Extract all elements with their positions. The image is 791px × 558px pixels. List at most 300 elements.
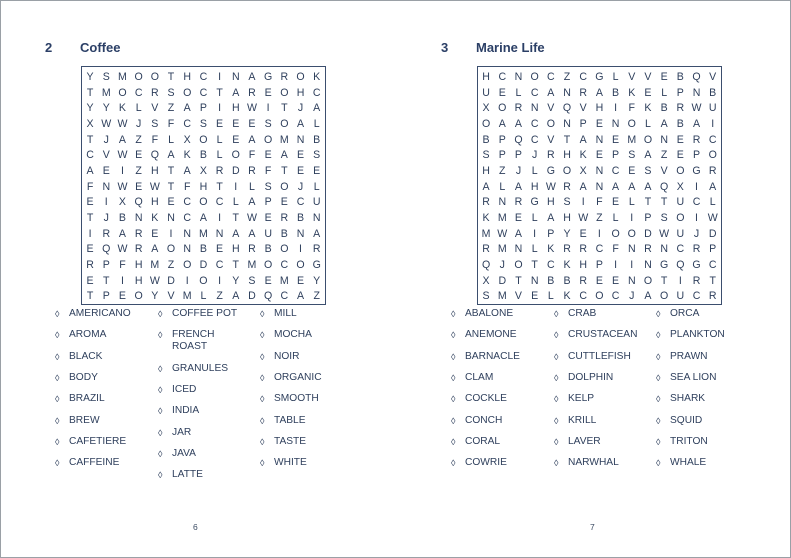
diamond-bullet-icon: ◊	[260, 330, 265, 341]
grid-letter: S	[482, 290, 490, 303]
grid-letter: A	[232, 86, 240, 99]
grid-letter: E	[151, 227, 159, 240]
word-list-item	[451, 457, 507, 469]
grid-letter: N	[183, 243, 192, 256]
grid-letter: E	[86, 274, 94, 287]
diamond-bullet-icon: ◊	[260, 351, 265, 362]
grid-letter: L	[499, 180, 506, 193]
grid-letter: N	[102, 180, 111, 193]
grid-letter: M	[247, 259, 257, 272]
grid-letter: Y	[232, 274, 240, 287]
grid-letter: R	[644, 243, 652, 256]
grid-letter: I	[104, 196, 108, 209]
grid-letter: V	[102, 149, 110, 162]
word-list-item	[55, 457, 119, 469]
grid-letter: N	[215, 227, 224, 240]
word-label: CORAL	[465, 435, 501, 447]
grid-letter: R	[248, 86, 256, 99]
grid-letter: M	[101, 86, 111, 99]
word-list-item	[55, 372, 98, 384]
grid-letter: V	[709, 70, 717, 83]
grid-row	[478, 132, 721, 148]
grid-letter: S	[313, 149, 321, 162]
grid-letter: N	[498, 196, 507, 209]
diamond-bullet-icon: ◊	[55, 372, 60, 383]
grid-letter: B	[660, 102, 668, 115]
grid-letter: Q	[660, 180, 669, 193]
grid-letter: B	[547, 274, 555, 287]
grid-letter: S	[644, 164, 652, 177]
grid-letter: S	[264, 117, 272, 130]
grid-letter: A	[248, 227, 256, 240]
diamond-bullet-icon: ◊	[656, 372, 661, 383]
grid-letter: W	[117, 149, 128, 162]
word-label: KRILL	[568, 414, 597, 426]
grid-letter: I	[88, 227, 92, 240]
grid-letter: O	[514, 259, 523, 272]
grid-letter: M	[279, 274, 289, 287]
grid-letter: V	[660, 164, 668, 177]
grid-letter: I	[185, 274, 189, 287]
grid-letter: X	[199, 164, 207, 177]
word-list-item	[554, 415, 596, 427]
grid-letter: A	[313, 102, 321, 115]
grid-letter: E	[232, 117, 240, 130]
grid-letter: L	[216, 133, 223, 146]
grid-letter: F	[86, 180, 94, 193]
grid-letter: O	[481, 117, 491, 130]
grid-letter: R	[514, 102, 523, 115]
grid-letter: A	[183, 102, 191, 115]
word-label: ICED	[172, 384, 197, 396]
grid-row	[82, 100, 325, 116]
grid-letter: W	[659, 227, 670, 240]
grid-letter: F	[248, 149, 256, 162]
grid-row	[478, 226, 721, 242]
grid-letter: R	[579, 86, 588, 99]
grid-letter: O	[660, 290, 669, 303]
grid-letter: X	[482, 274, 490, 287]
word-label: WHALE	[670, 457, 707, 469]
grid-letter: N	[595, 180, 604, 193]
grid-letter: T	[103, 274, 110, 287]
grid-letter: G	[660, 259, 669, 272]
word-list-item	[656, 351, 708, 363]
word-label: MOCHA	[274, 329, 312, 341]
grid-row	[478, 257, 721, 273]
grid-letter: A	[547, 86, 555, 99]
grid-row	[82, 147, 325, 163]
grid-letter: L	[313, 117, 320, 130]
grid-letter: R	[151, 86, 159, 99]
grid-letter: H	[231, 243, 240, 256]
grid-row	[82, 289, 325, 305]
diamond-bullet-icon: ◊	[158, 309, 163, 319]
diamond-bullet-icon: ◊	[554, 458, 559, 469]
grid-letter: G	[595, 70, 604, 83]
grid-letter: Z	[167, 102, 175, 115]
grid-letter: Q	[264, 290, 273, 303]
word-list-item	[451, 436, 500, 448]
grid-row	[82, 163, 325, 179]
page-marine-life	[396, 0, 791, 558]
word-label: FRENCH ROAST	[172, 329, 215, 353]
puzzle-number: 2	[45, 40, 53, 55]
word-list-item	[554, 329, 637, 341]
grid-letter: B	[563, 274, 571, 287]
grid-letter: E	[595, 274, 603, 287]
grid-letter: P	[498, 133, 506, 146]
grid-letter: T	[515, 274, 522, 287]
grid-letter: G	[530, 196, 539, 209]
grid-letter: S	[248, 274, 256, 287]
grid-letter: O	[264, 259, 273, 272]
diamond-bullet-icon: ◊	[55, 415, 60, 426]
word-list-item	[260, 436, 306, 448]
grid-letter: T	[563, 133, 571, 146]
grid-letter: M	[150, 259, 160, 272]
grid-row	[82, 257, 325, 273]
grid-letter: E	[248, 117, 256, 130]
word-label: COWRIE	[465, 457, 507, 469]
grid-letter: K	[183, 149, 191, 162]
word-list-item	[451, 329, 517, 341]
diamond-bullet-icon: ◊	[55, 351, 60, 362]
grid-letter: A	[280, 149, 288, 162]
grid-letter: F	[628, 102, 636, 115]
grid-row	[82, 242, 325, 258]
grid-letter: L	[216, 149, 223, 162]
word-label: CRUSTACEAN	[568, 329, 638, 341]
diamond-bullet-icon: ◊	[554, 309, 559, 319]
diamond-bullet-icon: ◊	[554, 436, 559, 447]
grid-letter: O	[627, 117, 636, 130]
grid-letter: L	[232, 196, 239, 209]
grid-letter: P	[709, 243, 717, 256]
grid-letter: W	[101, 117, 112, 130]
grid-letter: R	[708, 164, 717, 177]
grid-letter: J	[136, 117, 142, 130]
word-label: JAR	[172, 426, 192, 438]
grid-letter: L	[709, 196, 716, 209]
grid-letter: R	[514, 196, 523, 209]
grid-letter: R	[134, 243, 143, 256]
grid-letter: P	[692, 149, 701, 162]
grid-letter: V	[547, 102, 555, 115]
grid-letter: A	[709, 180, 717, 193]
word-label: BREW	[69, 414, 100, 426]
grid-letter: E	[102, 164, 110, 177]
grid-row	[478, 210, 721, 226]
grid-letter: C	[280, 259, 289, 272]
grid-letter: I	[711, 117, 715, 130]
grid-letter: Q	[514, 133, 523, 146]
grid-letter: C	[199, 70, 208, 83]
diamond-bullet-icon: ◊	[451, 372, 456, 383]
grid-letter: Y	[86, 70, 94, 83]
grid-letter: I	[695, 212, 698, 225]
grid-letter: M	[497, 212, 507, 225]
grid-letter: P	[547, 227, 555, 240]
grid-letter: N	[134, 212, 143, 225]
grid-row	[82, 85, 325, 101]
grid-letter: C	[530, 133, 539, 146]
grid-letter: O	[134, 290, 143, 303]
grid-letter: O	[231, 149, 240, 162]
grid-letter: L	[612, 212, 619, 225]
grid-letter: A	[579, 133, 587, 146]
grid-letter: H	[563, 149, 571, 162]
grid-letter: I	[169, 227, 173, 240]
grid-letter: P	[264, 196, 272, 209]
grid-letter: R	[134, 227, 143, 240]
grid-letter: A	[692, 117, 701, 130]
grid-letter: C	[530, 86, 539, 99]
grid-letter: W	[545, 180, 556, 193]
grid-row	[82, 226, 325, 242]
grid-letter: I	[614, 102, 618, 115]
grid-letter: J	[499, 259, 505, 272]
grid-letter: G	[312, 259, 321, 272]
grid-letter: T	[167, 180, 175, 193]
grid-letter: T	[660, 274, 668, 287]
grid-letter: W	[691, 102, 702, 115]
diamond-bullet-icon: ◊	[656, 394, 661, 405]
grid-letter: E	[264, 86, 272, 99]
word-list-item	[158, 448, 196, 460]
grid-letter: M	[481, 227, 491, 240]
grid-letter: X	[579, 164, 587, 177]
grid-letter: N	[627, 243, 636, 256]
word-list-item	[158, 363, 228, 375]
grid-letter: D	[167, 274, 175, 287]
grid-letter: Y	[102, 102, 110, 115]
grid-letter: A	[514, 227, 522, 240]
grid-letter: H	[231, 102, 240, 115]
grid-letter: M	[627, 133, 637, 146]
grid-letter: J	[103, 133, 109, 146]
grid-letter: R	[312, 243, 321, 256]
grid-letter: A	[118, 133, 126, 146]
grid-letter: Y	[563, 227, 571, 240]
grid-letter: Z	[216, 290, 223, 303]
grid-letter: U	[676, 227, 685, 240]
grid-letter: T	[216, 180, 223, 193]
grid-letter: E	[296, 149, 305, 162]
grid-letter: R	[692, 133, 701, 146]
grid-letter: C	[595, 243, 604, 256]
grid-letter: I	[234, 180, 238, 193]
grid-letter: A	[232, 227, 240, 240]
word-list-item	[260, 329, 312, 341]
grid-letter: R	[86, 259, 94, 272]
grid-letter: X	[86, 117, 94, 130]
diamond-bullet-icon: ◊	[55, 309, 60, 319]
page-number: 7	[590, 522, 595, 532]
word-list-item	[260, 308, 297, 320]
grid-letter: D	[248, 290, 256, 303]
grid-letter: P	[676, 86, 684, 99]
word-list-item	[55, 329, 106, 341]
grid-row	[82, 273, 325, 289]
grid-letter: O	[676, 164, 685, 177]
grid-letter: O	[546, 117, 555, 130]
word-list-item	[656, 415, 702, 427]
grid-letter: Q	[481, 259, 491, 272]
grid-letter: E	[167, 196, 175, 209]
grid-letter: E	[579, 227, 587, 240]
grid-letter: N	[183, 227, 192, 240]
grid-letter: X	[676, 180, 684, 193]
grid-letter: Z	[135, 133, 142, 146]
grid-letter: I	[266, 102, 270, 115]
grid-letter: O	[280, 243, 289, 256]
grid-letter: V	[547, 133, 555, 146]
grid-letter: E	[118, 290, 126, 303]
diamond-bullet-icon: ◊	[260, 436, 265, 447]
grid-letter: O	[280, 180, 289, 193]
grid-letter: E	[612, 133, 620, 146]
grid-letter: C	[708, 259, 717, 272]
grid-letter: B	[199, 149, 207, 162]
grid-letter: H	[482, 164, 490, 177]
grid-letter: I	[597, 227, 601, 240]
grid-letter: L	[531, 212, 538, 225]
grid-letter: N	[231, 70, 240, 83]
word-label: AMERICANO	[69, 308, 131, 319]
diamond-bullet-icon: ◊	[451, 330, 456, 341]
grid-letter: E	[264, 149, 272, 162]
word-label: SMOOTH	[274, 393, 319, 405]
grid-letter: R	[579, 274, 588, 287]
word-label: BLACK	[69, 350, 103, 362]
grid-letter: H	[151, 164, 159, 177]
grid-letter: O	[199, 196, 208, 209]
grid-letter: A	[644, 290, 652, 303]
diamond-bullet-icon: ◊	[451, 436, 456, 447]
grid-letter: A	[183, 164, 191, 177]
word-list-item	[260, 372, 322, 384]
grid-letter: A	[547, 212, 555, 225]
word-list-item	[451, 415, 502, 427]
puzzle-number: 3	[441, 40, 449, 55]
grid-letter: C	[579, 70, 588, 83]
word-label: COCKLE	[465, 393, 507, 405]
grid-letter: J	[629, 290, 635, 303]
grid-letter: U	[676, 290, 685, 303]
grid-letter: B	[199, 243, 207, 256]
grid-letter: Z	[499, 164, 506, 177]
word-label: LAVER	[568, 435, 601, 447]
grid-letter: C	[579, 290, 588, 303]
grid-letter: B	[676, 70, 684, 83]
grid-letter: A	[248, 70, 256, 83]
grid-letter: L	[628, 196, 635, 209]
grid-letter: K	[644, 102, 652, 115]
grid-letter: I	[299, 243, 302, 256]
grid-letter: H	[151, 196, 159, 209]
grid-letter: I	[218, 70, 222, 83]
grid-letter: P	[498, 149, 506, 162]
grid-letter: H	[579, 259, 588, 272]
grid-letter: Q	[134, 196, 143, 209]
grid-letter: I	[218, 102, 222, 115]
grid-letter: C	[86, 149, 94, 162]
grid-letter: O	[611, 227, 620, 240]
grid-letter: C	[611, 290, 620, 303]
puzzle-title: Coffee	[80, 40, 121, 55]
grid-letter: O	[280, 86, 289, 99]
grid-letter: I	[630, 212, 634, 225]
page-coffee	[0, 0, 395, 558]
grid-letter: H	[134, 259, 143, 272]
grid-letter: E	[660, 70, 668, 83]
grid-letter: M	[497, 290, 507, 303]
diamond-bullet-icon: ◊	[158, 406, 163, 417]
grid-letter: T	[86, 86, 94, 99]
grid-letter: O	[498, 102, 507, 115]
grid-letter: R	[692, 274, 701, 287]
grid-letter: K	[579, 149, 587, 162]
grid-letter: K	[563, 259, 571, 272]
word-list-item	[451, 308, 513, 320]
grid-letter: X	[482, 102, 490, 115]
word-list-item	[656, 393, 705, 405]
grid-letter: O	[150, 70, 159, 83]
grid-letter: E	[216, 117, 224, 130]
grid-letter: Y	[313, 274, 321, 287]
grid-letter: D	[498, 274, 507, 287]
grid-letter: C	[692, 290, 701, 303]
diamond-bullet-icon: ◊	[260, 458, 265, 469]
grid-letter: D	[708, 227, 717, 240]
grid-letter: O	[562, 164, 572, 177]
grid-letter: J	[297, 102, 304, 115]
grid-letter: S	[199, 117, 207, 130]
diamond-bullet-icon: ◊	[554, 394, 559, 405]
diamond-bullet-icon: ◊	[656, 458, 661, 469]
grid-letter: J	[532, 149, 538, 162]
grid-letter: W	[149, 180, 160, 193]
grid-letter: K	[628, 86, 636, 99]
grid-letter: N	[595, 164, 604, 177]
grid-letter: O	[643, 133, 653, 146]
grid-letter: T	[531, 259, 538, 272]
grid-letter: M	[182, 290, 192, 303]
word-label: MILL	[274, 308, 297, 319]
grid-letter: M	[198, 227, 208, 240]
grid-letter: T	[86, 290, 94, 303]
grid-letter: P	[579, 117, 587, 130]
grid-letter: B	[313, 133, 321, 146]
word-label: PLANKTON	[670, 329, 725, 341]
grid-letter: J	[103, 212, 109, 225]
word-list-item	[260, 393, 319, 405]
grid-letter: T	[660, 196, 668, 209]
grid-letter: I	[218, 274, 222, 287]
diamond-bullet-icon: ◊	[554, 330, 559, 341]
grid-letter: A	[579, 180, 587, 193]
grid-letter: C	[708, 133, 717, 146]
puzzle-title: Marine Life	[476, 40, 545, 55]
grid-letter: A	[248, 196, 256, 209]
grid-letter: W	[497, 227, 508, 240]
grid-letter: O	[296, 259, 305, 272]
grid-letter: W	[117, 243, 128, 256]
grid-letter: C	[547, 259, 555, 272]
grid-letter: P	[595, 259, 603, 272]
grid-row	[82, 116, 325, 132]
